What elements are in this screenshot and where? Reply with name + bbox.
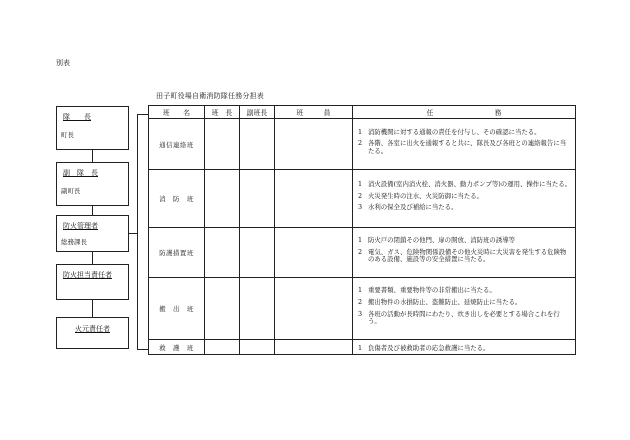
duty-item: 1 重要書類、重要物件等の非常搬出に当たる。 [358, 286, 496, 295]
duty-item: 2 火災発生時の注水、火災防御に当たる。 [358, 191, 484, 200]
header-duties: 任 務 [353, 106, 576, 119]
table-row [149, 170, 576, 228]
connector-line [129, 233, 137, 234]
team-name: 救 護 班 [149, 340, 205, 355]
org-title-captain: 隊 長 [63, 113, 91, 121]
leader-cell [205, 119, 240, 170]
team-name: 防護措置班 [149, 228, 205, 278]
duty-item: 1 防火戸の閉鎖その他門、扉の開放、消防班の誘導等 [358, 236, 515, 245]
members-cell [275, 119, 353, 170]
leader-cell [205, 170, 240, 228]
duty-item: 1 消防機関に対する通報の責任を付与し、その確認に当たる。 [358, 127, 541, 136]
org-title-fire-manager: 防火管理者 [63, 222, 98, 230]
team-name: 搬 出 班 [149, 278, 205, 340]
duties-cell [353, 278, 576, 340]
bracket-line [137, 114, 148, 115]
header-subleader: 副班長 [240, 106, 275, 119]
table-row [149, 228, 576, 278]
bracket-line [137, 349, 148, 350]
connector-line [92, 150, 93, 162]
duty-table [148, 105, 576, 355]
org-box-captain [56, 106, 129, 150]
leader-cell [205, 340, 240, 355]
duties-cell [353, 170, 576, 228]
members-cell [275, 170, 353, 228]
duty-item: 3 各班の活動が長時間にわたり、炊き出しを必要とする場合これを行う。 [358, 309, 560, 326]
org-title-vice-captain: 副 隊 長 [63, 169, 98, 177]
subleader-cell [240, 119, 275, 170]
leader-cell [205, 278, 240, 340]
members-cell [275, 278, 353, 340]
duties-cell [353, 228, 576, 278]
org-box-fire-source-officer [56, 317, 129, 349]
connector-line [92, 206, 93, 215]
annex-label: 別表 [56, 59, 70, 67]
header-team-name: 班 名 [149, 106, 205, 119]
table-row [149, 278, 576, 340]
team-name: 消 防 班 [149, 170, 205, 228]
duty-item: 1 負傷者及び被救助者の応急救護に当たる。 [358, 343, 490, 352]
table-row [149, 119, 576, 170]
org-box-vice-captain [56, 162, 129, 206]
subleader-cell [240, 228, 275, 278]
members-cell [275, 340, 353, 355]
header-members: 班 員 [275, 106, 353, 119]
table-row [149, 340, 576, 355]
org-title-fire-officer: 防火担当責任者 [63, 271, 112, 279]
duty-item: 1 消火設備(室内消火栓、消火器、動力ポンプ等)の運用、操作に当たる。 [358, 180, 572, 189]
document-title: 田子町役場自衛消防隊任務分担表 [156, 92, 264, 100]
duty-item: 2 各階、各室に出火を通報すると共に、隊長及び各班との連絡報告に当たる。 [358, 139, 567, 155]
org-holder-fire-manager: 総務課長 [61, 238, 87, 246]
org-box-fire-officer [56, 264, 129, 300]
org-holder-vice-captain: 副町長 [61, 187, 81, 195]
subleader-cell [240, 278, 275, 340]
duties-cell [353, 119, 576, 170]
header-leader: 班 長 [205, 106, 240, 119]
bracket-line [137, 114, 138, 349]
team-name: 通信連絡班 [149, 119, 205, 170]
duties-cell [353, 340, 576, 355]
subleader-cell [240, 170, 275, 228]
subleader-cell [240, 340, 275, 355]
leader-cell [205, 228, 240, 278]
org-box-fire-manager [56, 215, 129, 252]
duty-item: 3 水利の保全及び補給に当たる。 [358, 203, 458, 212]
duty-item: 2 電気、ガス、危険物関係設備その他火災時に大災害を発生する危険物のある設備、施設等の安全措置に当たる。 [358, 247, 567, 264]
connector-line [92, 252, 93, 264]
org-title-fire-source-officer: 火元責任者 [75, 325, 110, 333]
members-cell [275, 228, 353, 278]
connector-line [92, 300, 93, 317]
duty-item: 2 搬出物件の水損防止、盗難防止、延焼防止に当たる。 [358, 297, 522, 306]
org-holder-captain: 町長 [61, 131, 74, 139]
table-header-row [149, 106, 576, 119]
